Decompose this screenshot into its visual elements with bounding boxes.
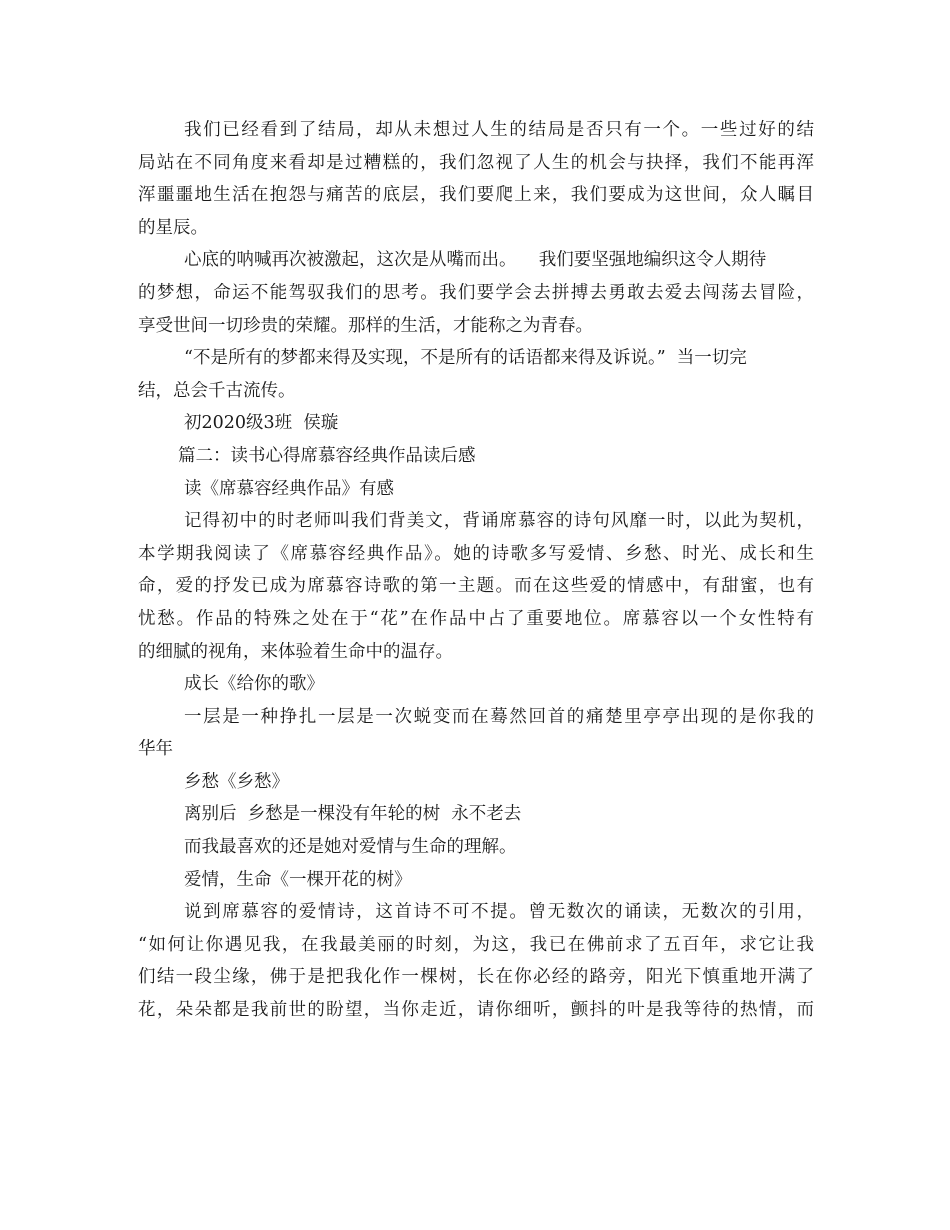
poem-line: 华年 <box>138 739 173 760</box>
paragraph-line: 的细腻的视角，来体验着生命中的温存。 <box>138 641 453 662</box>
section-heading: 篇二：读书心得席慕容经典作品读后感 <box>178 445 476 466</box>
paragraph-line: “不是所有的梦都来得及实现，不是所有的话语都来得及诉说。” 当一切完 <box>184 348 747 369</box>
subheading: 成长《给你的歌》 <box>184 674 324 695</box>
paragraph-line: “如何让你遇见我，在我最美丽的时刻，为这，我已在佛前求了五百年，求它让我 <box>138 934 814 955</box>
paragraph-line: 的梦想，命运不能驾驭我们的思考。我们要学会去拼搏去勇敢去爱去闯荡去冒险， <box>138 282 814 303</box>
poem-line: 一层是一种挣扎一层是一次蜕变而在蓦然回首的痛楚里亭亭出现的是你我的 <box>184 706 814 727</box>
paragraph-line: 心底的呐喊再次被激起，这次是从嘴而出。 我们要坚强地编织这令人期待 <box>184 250 767 271</box>
paragraph-line: 花，朵朵都是我前世的盼望，当你走近，请你细听，颤抖的叶是我等待的热情，而 <box>138 1000 814 1021</box>
subheading: 爱情，生命《一棵开花的树》 <box>184 869 412 890</box>
author-line: 初2020级3班 侯璇 <box>184 413 339 434</box>
poem-line: 离别后 乡愁是一棵没有年轮的树 永不老去 <box>184 804 522 825</box>
paragraph-line: 局站在不同角度来看却是过糟糕的，我们忽视了人生的机会与抉择，我们不能再浑 <box>138 152 814 173</box>
paragraph-line: 结，总会千古流传。 <box>138 380 296 401</box>
subheading: 乡愁《乡愁》 <box>184 771 289 792</box>
paragraph-line: 本学期我阅读了《席慕容经典作品》。她的诗歌多写爱情、乡愁、时光、成长和生 <box>138 543 814 564</box>
paragraph-line: 说到席慕容的爱情诗，这首诗不可不提。曾无数次的诵读，无数次的引用， <box>184 902 814 923</box>
paragraph-line: 的星辰。 <box>138 217 208 238</box>
paragraph-line: 命，爱的抒发已成为席慕容诗歌的第一主题。而在这些爱的情感中，有甜蜜，也有 <box>138 576 814 597</box>
article-title: 读《席慕容经典作品》有感 <box>184 478 394 499</box>
paragraph-line: 我们已经看到了结局，却从未想过人生的结局是否只有一个。一些过好的结 <box>184 120 814 140</box>
paragraph-line: 忧愁。作品的特殊之处在于“花”在作品中占了重要地位。席慕容以一个女性特有 <box>138 608 814 629</box>
paragraph-line: 浑噩噩地生活在抱怨与痛苦的底层，我们要爬上来，我们要成为这世间，众人瞩目 <box>138 185 814 206</box>
paragraph-line: 而我最喜欢的还是她对爱情与生命的理解。 <box>184 837 517 858</box>
document-page <box>138 114 814 1027</box>
paragraph-line: 记得初中的时老师叫我们背美文，背诵席慕容的诗句风靡一时，以此为契机， <box>184 511 814 532</box>
paragraph-line: 享受世间一切珍贵的荣耀。那样的生活，才能称之为青春。 <box>138 315 593 336</box>
paragraph-line: 们结一段尘缘，佛于是把我化作一棵树，长在你必经的路旁，阳光下慎重地开满了 <box>138 967 814 988</box>
